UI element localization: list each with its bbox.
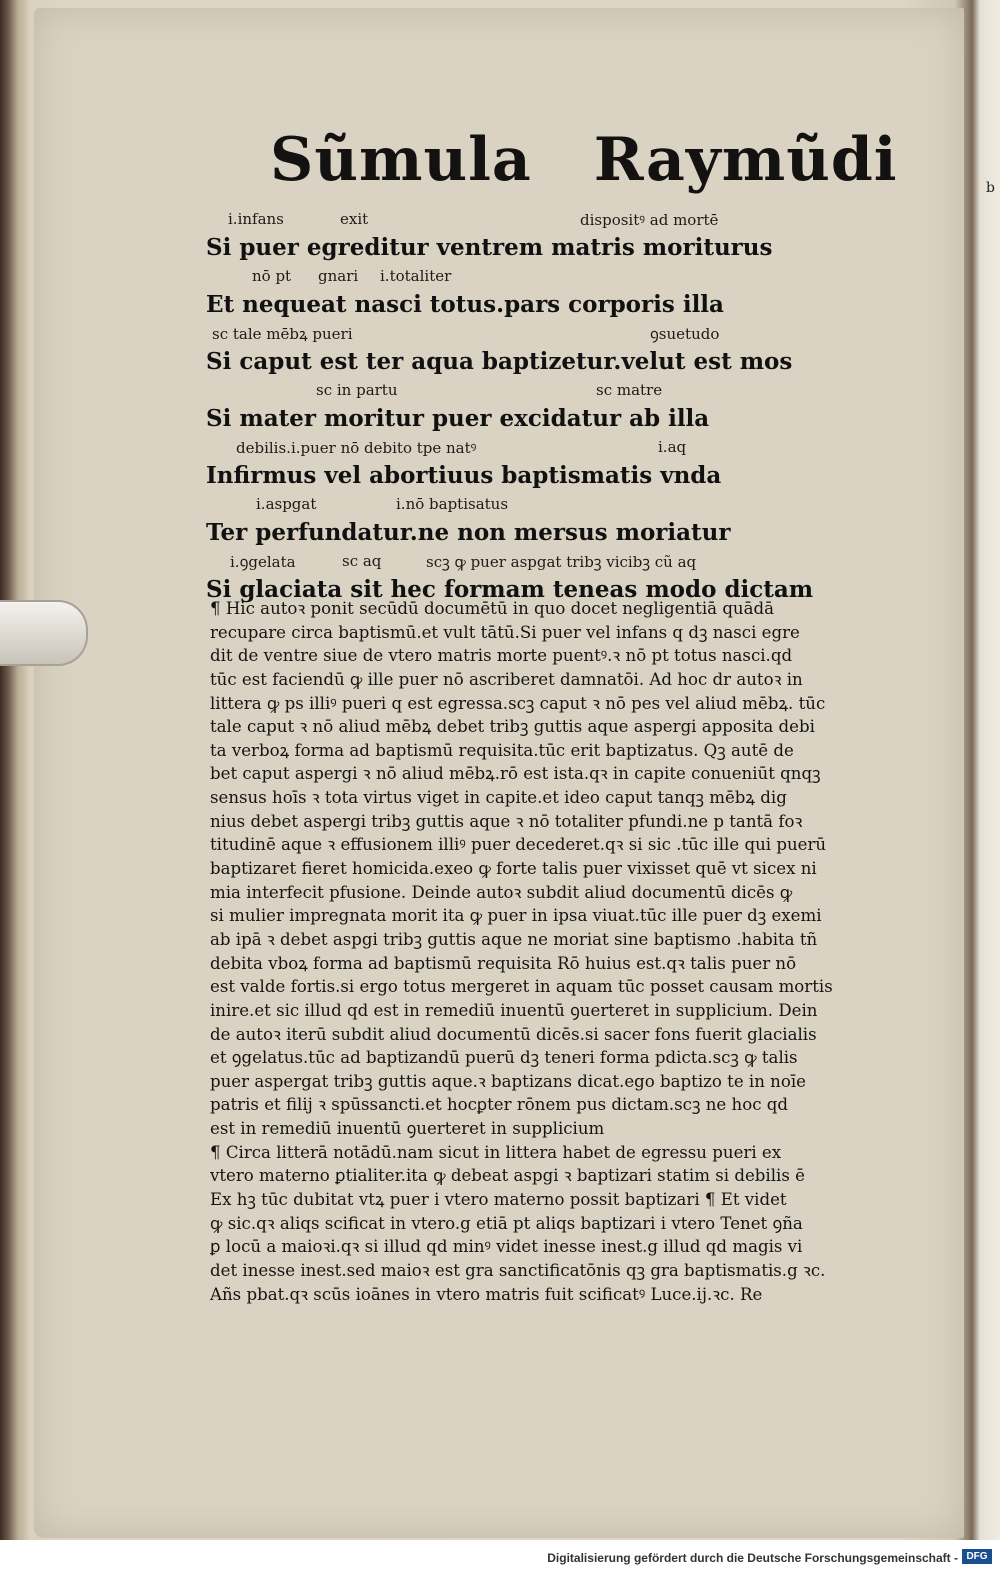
- gloss-word: i.aq: [658, 438, 687, 456]
- gloss-word: sc tale mēbꝝ pueri: [212, 325, 353, 343]
- commentary-line: Ex hꝫ tūc dubitat vtꝝ puer i vtero materno possit baptizari ¶ Et videt: [210, 1190, 787, 1210]
- commentary-line: ta verboꝝ forma ad baptismū requisita.tūc erit baptizatus. Qꝫ autē de: [210, 740, 794, 760]
- gloss-word: i.nō baptisatus: [396, 495, 509, 513]
- commentary-line: bet caput aspergi ꝛ nō aliud mēbꝝ.rō est ista.qꝛ in capite conueniūt qnqꝫ: [210, 764, 821, 784]
- gloss-line: [200, 495, 760, 516]
- commentary-line: inire.et sic illud qd est in remediū inuentū ꝯuerteret in supplicium. Dein: [210, 1000, 818, 1020]
- gloss-line: [200, 381, 760, 402]
- next-page-edge: b: [986, 180, 995, 196]
- gloss-word: sc aq: [342, 552, 382, 570]
- gloss-word: debilis.i.puer nō debito tpe natꝰ: [236, 439, 477, 457]
- gloss-word: i.aspgat: [256, 495, 317, 513]
- gloss-word: gnari: [318, 267, 359, 285]
- commentary-line: ꝑ locū a maioꝛi.qꝛ si illud qd minꝰ videt inesse inest.g illud qd magis vi: [210, 1237, 803, 1257]
- verse-line: Et nequeat nasci totus.pars corporis illa: [206, 291, 724, 318]
- commentary-block: [210, 597, 898, 1306]
- footer-bar: [0, 1540, 1000, 1575]
- gloss-word: ꝯsuetudo: [650, 325, 720, 343]
- verse-line: Infirmus vel abortiuus baptismatis vnda: [206, 462, 722, 489]
- commentary-line: mia interfecit pfusione. Deinde autoꝛ subdit aliud documentū dicēs ꝙ: [210, 882, 793, 902]
- commentary-line: littera ꝙ ps illiꝰ pueri q est egressa.scꝫ caput ꝛ nō pes vel aliud mēbꝝ. tūc: [210, 693, 826, 713]
- commentary-line: sensus hoīs ꝛ tota virtus viget in capite.et ideo caput tanqꝫ mēbꝝ dig: [210, 788, 787, 808]
- gloss-word: i.totaliter: [380, 267, 452, 285]
- commentary-line: si mulier impregnata morit ita ꝙ puer in ipsa viuat.tūc ille puer dꝫ exemi: [210, 906, 822, 926]
- commentary-line: de autoꝛ iterū subdit aliud documentū dicēs.si sacer fons fuerit glacialis: [210, 1024, 817, 1044]
- commentary-line: nius debet aspergi tribꝫ guttis aque ꝛ nō totaliter pfundi.ne p tantā foꝛ: [210, 811, 803, 831]
- title-word-1: Sũmula: [270, 125, 532, 195]
- gloss-word: i.ꝯgelata: [230, 553, 296, 571]
- gloss-line: [200, 210, 760, 231]
- verse-block: [200, 210, 814, 609]
- commentary-line: ab ipā ꝛ debet aspgi tribꝫ guttis aque ne moriat sine baptismo .habita tñ: [210, 929, 818, 949]
- gloss-word: i.infans: [228, 210, 284, 228]
- commentary-line: ¶ Hic autoꝛ ponit secūdū documētū in quo docet negligentiā quādā: [210, 599, 775, 618]
- gloss-word: scꝫ ꝙ puer aspgat tribꝫ vicibꝫ cũ aq: [426, 553, 697, 571]
- commentary-line: et ꝯgelatus.tūc ad baptizandū puerū dꝫ teneri forma pdicta.scꝫ ꝙ talis: [210, 1048, 798, 1068]
- verse-line: Si glaciata sit hec formam teneas modo dictam: [206, 576, 814, 603]
- verse-line: Si puer egreditur ventrem matris moriturus: [206, 234, 773, 261]
- gloss-line: [200, 438, 760, 459]
- verse-line: Ter perfundatur.ne non mersus moriatur: [206, 519, 731, 546]
- verse-line: Si caput est ter aqua baptizetur.velut est mos: [206, 348, 793, 375]
- gloss-word: sc in partu: [316, 381, 398, 399]
- gloss-word: exit: [340, 210, 369, 228]
- title-word-2: Raymũdi: [593, 125, 898, 195]
- dfg-logo: DFG: [962, 1549, 992, 1564]
- commentary-line: tūc est faciendū ꝙ ille puer nō ascriberet damnatōi. Ad hoc dr autoꝛ in: [210, 669, 803, 689]
- gloss-line: [200, 267, 760, 288]
- commentary-line: est in remediū inuentū ꝯuerteret in supplicium: [210, 1119, 605, 1139]
- commentary-line: patris et filij ꝛ spūssancti.et hocꝑter rōnem pus dictam.scꝫ ne hoc qd: [210, 1095, 789, 1115]
- verse-line: Si mater moritur puer excidatur ab illa: [206, 405, 710, 432]
- gloss-line: [200, 552, 760, 573]
- gloss-word: dispositꝰ ad mortē: [580, 211, 719, 229]
- commentary-line: vtero materno ꝑtialiter.ita ꝙ debeat aspgi ꝛ baptizari statim si debilis ē: [210, 1166, 805, 1186]
- commentary-line: dit de ventre siue de vtero matris morte puentꝰ.ꝛ nō pt totus nasci.qd: [210, 646, 793, 666]
- commentary-line: baptizaret fieret homicida.exeo ꝙ forte talis puer vixisset quē vt sicex ni: [210, 859, 817, 879]
- gloss-word: nō pt: [252, 267, 292, 285]
- commentary-line: titudinē aque ꝛ effusionem illiꝰ puer decederet.qꝛ si sic .tūc ille qui puerū: [210, 835, 827, 855]
- commentary-line: est valde fortis.si ergo totus mergeret in aquam tūc posset causam mortis: [210, 977, 833, 997]
- commentary-line: ꝙ sic.qꝛ aliqs scificat in vtero.g etiā pt aliqs baptizari i vtero Tenet ꝯña: [210, 1213, 803, 1233]
- gloss-line: [200, 324, 760, 345]
- commentary-line: det inesse inest.sed maioꝛ est gra sanctificatōnis qꝫ gra baptismatis.g ꝛc.: [210, 1260, 826, 1280]
- commentary-line: debita vboꝝ forma ad baptismū requisita Rō huius est.qꝛ talis puer nō: [210, 953, 797, 973]
- commentary-line: Añs pbat.qꝛ scūs ioānes in vtero matris fuit scificatꝰ Luce.ij.ꝛc. Re: [210, 1284, 763, 1304]
- funding-notice: Digitalisierung gefördert durch die Deutsche Forschungsgemeinschaft -: [547, 1551, 958, 1565]
- commentary-line: tale caput ꝛ nō aliud mēbꝝ debet tribꝫ guttis aque aspergi apposita debi: [210, 717, 815, 737]
- commentary-line: ¶ Circa litterā notādū.nam sicut in littera habet de egressu pueri ex: [210, 1142, 782, 1162]
- commentary-line: recupare circa baptismū.et vult tātū.Si puer vel infans q dꝫ nasci egre: [210, 622, 800, 642]
- page-title: [270, 125, 898, 195]
- page-clip: [0, 600, 88, 666]
- commentary-line: puer aspergat tribꝫ guttis aque.ꝛ baptizans dicat.ego baptizo te in noīe: [210, 1071, 806, 1091]
- gloss-word: sc matre: [596, 381, 663, 399]
